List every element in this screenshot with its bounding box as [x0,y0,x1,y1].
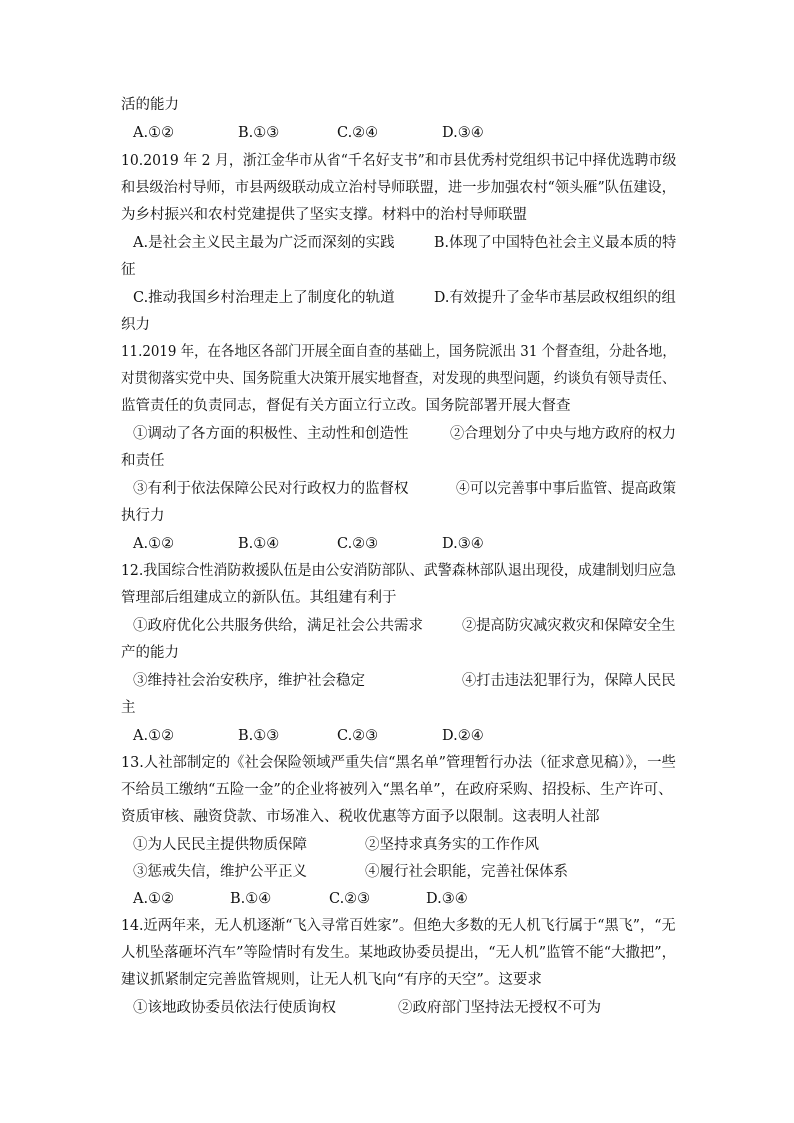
q14-stem-line1: 14.近两年来，无人机逐渐“飞入寻常百姓家”。但绝大多数的无人机飞行属于“黑飞”，“无 [121,918,676,934]
q13-statement-1: ①为人民民主提供物质保障 [133,837,307,853]
q12-statement-3: ③维持社会治安秩序，维护社会稳定 [133,673,365,689]
q10-stem-line2: 和县级治村导师，市县两级联动成立治村导师联盟，进一步加强农村“领头雁”队伍建设， [121,180,676,196]
q11-statement-2: ②合理划分了中央与地方政府的权力 [450,426,676,442]
q12-statement-1: ①政府优化公共服务供给，满足社会公共需求 [133,618,423,634]
q11-stem-line1: 11.2019 年，在各地区各部门开展全面自查的基础上，国务院派出 31 个督查组，分赴各地， [121,344,676,360]
q13-option-b: B.①④ [230,891,272,907]
q13-stem-line3: 资质审核、融资贷款、市场准入、税收优惠等方面予以限制。这表明人社部 [121,809,600,825]
q13-option-c: C.②③ [329,891,371,907]
q12-option-a: A.①② [133,728,175,744]
q13-stem-line2: 不给员工缴纳“五险一金”的企业将被列入“黑名单”，在政府采购、招投标、生产许可、 [121,782,673,798]
q12-stem-line2: 管理部后组建成立的新队伍。其组建有利于 [121,590,397,606]
q12-option-d: D.②④ [442,728,484,744]
q13-statement-2: ②坚持求真务实的工作作风 [365,837,539,853]
q10-option-b: B.体现了中国特色社会主义最本质的特 [434,235,677,251]
q10-stem-line1: 10.2019 年 2 月，浙江金华市从省“千名好支书”和市县优秀村党组织书记中择优选聘市级 [121,153,677,169]
q11-option-c: C.②③ [337,536,379,552]
q14-statement-2: ②政府部门坚持法无授权不可为 [398,1000,601,1016]
q12-statement-2: ②提高防灾减灾救灾和保障安全生 [462,618,676,634]
q12-statement-4-cont: 主 [121,700,136,716]
q11-statement-4-cont: 执行力 [121,508,165,524]
q10-option-a: A.是社会主义民主最为广泛而深刻的实践 [133,235,395,251]
q12-option-b: B.①③ [238,728,280,744]
q11-statement-4: ④可以完善事中事后监管、提高政策 [456,481,677,497]
q12-statement-4: ④打击违法犯罪行为，保障人民民 [462,673,676,689]
q13-stem-line1: 13.人社部制定的《社会保险领域严重失信“黑名单”管理暂行办法（征求意见稿）》，一些 [121,755,676,771]
q11-stem-line2: 对贯彻落实党中央、国务院重大决策开展实地督查，对发现的典型问题，约谈负有领导责任、 [121,371,676,387]
q9-option-a: A.①② [133,125,175,141]
q11-option-b: B.①④ [238,536,280,552]
q11-statement-1: ①调动了各方面的积极性、主动性和创造性 [133,426,409,442]
q11-statement-2-cont: 和责任 [121,453,165,469]
q14-stem-line3: 建议抓紧制定完善监管规则，让无人机飞向“有序的天空”。这要求 [121,972,542,988]
q10-option-d-cont: 织力 [121,317,150,333]
q10-option-b-cont: 征 [121,262,136,278]
q11-statement-3: ③有利于依法保障公民对行政权力的监督权 [133,481,409,497]
q14-statement-1: ①该地政协委员依法行使质询权 [133,1000,336,1016]
q11-stem-line3: 监管责任的负责同志，督促有关方面立行立改。国务院部署开展大督查 [121,398,571,414]
q9-option-d: D.③④ [442,125,484,141]
q13-statement-3: ③惩戒失信，维护公平正义 [133,864,307,880]
q10-option-c: C.推动我国乡村治理走上了制度化的轨道 [133,290,395,306]
q10-stem-line3: 为乡村振兴和农村党建提供了坚实支撑。材料中的治村导师联盟 [121,207,527,223]
q13-option-a: A.①② [133,891,175,907]
q11-option-a: A.①② [133,536,175,552]
q9-option-b: B.①③ [238,125,280,141]
q13-statement-4: ④履行社会职能，完善社保体系 [365,864,568,880]
q12-option-c: C.②③ [337,728,379,744]
q12-statement-2-cont: 产的能力 [121,645,179,661]
q12-stem-line1: 12.我国综合性消防救援队伍是由公安消防部队、武警森林部队退出现役，成建制划归应急 [121,563,677,579]
q11-option-d: D.③④ [442,536,484,552]
q9-option-c: C.②④ [337,125,379,141]
q14-stem-line2: 人机坠落砸坏汽车”等险情时有发生。某地政协委员提出，“无人机”监管不能“大撒把”， [121,945,677,961]
q9-text-tail: 活的能力 [121,97,179,113]
q10-option-d: D.有效提升了金华市基层政权组织的组 [434,290,676,306]
q13-option-d: D.③④ [426,891,468,907]
